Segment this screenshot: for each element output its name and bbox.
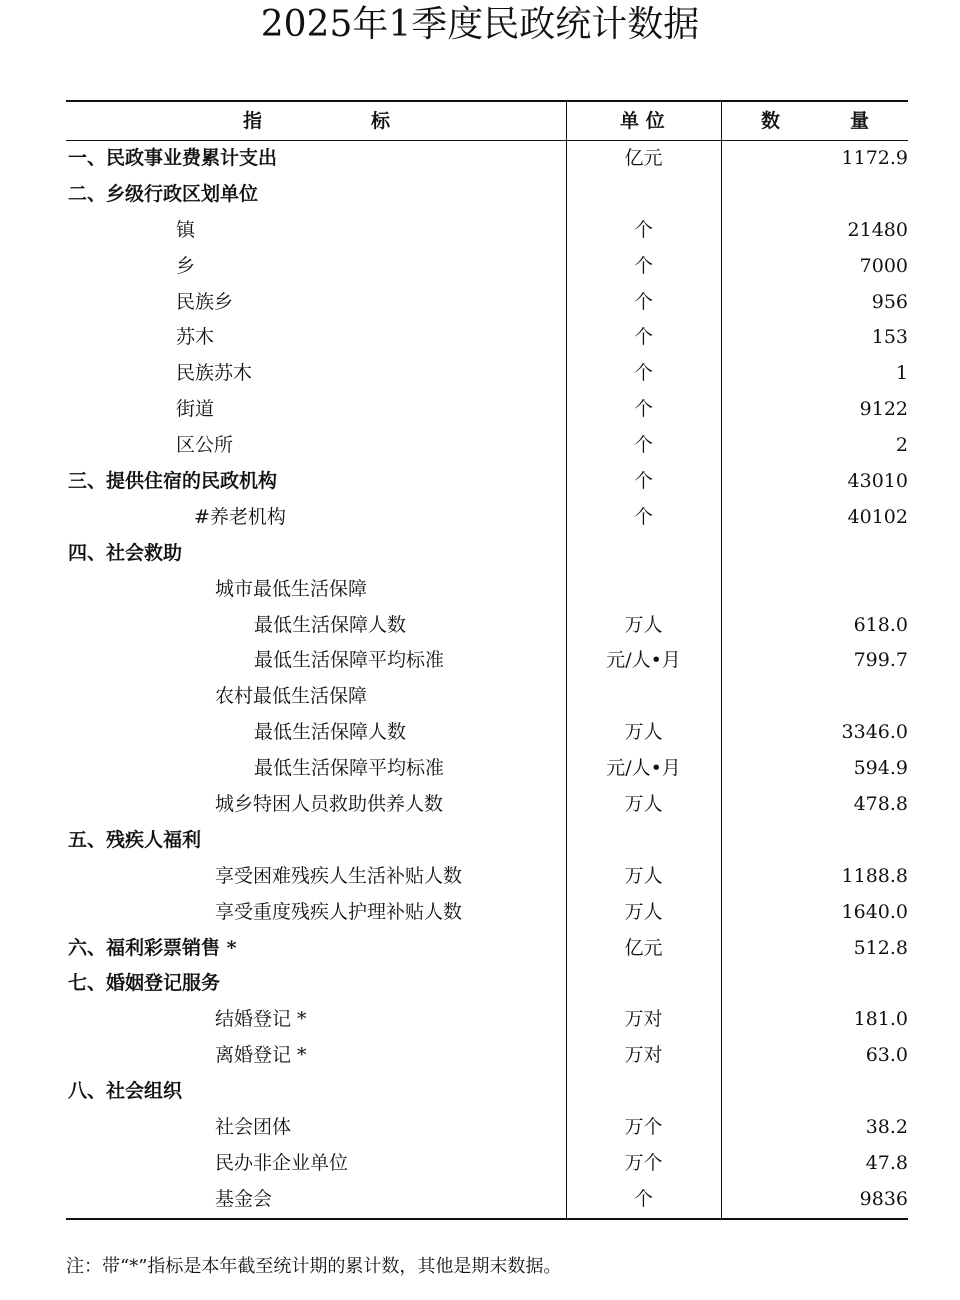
unit-cell: 个 (633, 505, 653, 528)
table-row (66, 966, 908, 1002)
header-unit: 单 位 (620, 110, 665, 132)
indicator-name: 三、提供住宿的民政机构 (68, 470, 278, 493)
header-indicator-char-2: 标 (371, 110, 391, 132)
table-row (66, 751, 908, 787)
indicator-name: 社会团体 (215, 1116, 292, 1139)
table-row (66, 1182, 908, 1218)
indicator-name: 结婚登记 * (215, 1008, 307, 1031)
indicator-name: 街道 (176, 398, 215, 421)
unit-cell: 个 (633, 434, 653, 457)
indicator-name: 二、乡级行政区划单位 (68, 182, 259, 205)
table-row (66, 859, 908, 895)
quantity-cell: 512.8 (853, 936, 908, 959)
quantity-cell: 478.8 (853, 793, 908, 816)
unit-cell: 个 (633, 362, 653, 385)
quantity-cell: 181.0 (853, 1008, 908, 1031)
unit-cell: 万人 (624, 613, 663, 636)
quantity-cell: 2 (895, 434, 908, 457)
unit-cell: 个 (633, 326, 653, 349)
table-row (66, 356, 908, 392)
unit-cell: 个 (633, 470, 653, 493)
quantity-cell: 153 (871, 326, 908, 349)
table-row (66, 177, 908, 213)
table-row (66, 895, 908, 931)
table-body (66, 141, 908, 1218)
header-indicator-char-1: 指 (243, 110, 263, 132)
indicator-name: 基金会 (215, 1187, 273, 1210)
indicator-name: #养老机构 (194, 505, 286, 528)
indicator-name: 镇 (176, 218, 196, 241)
table-row (66, 787, 908, 823)
indicator-name: 最低生活保障平均标准 (254, 649, 445, 672)
unit-cell: 个 (633, 398, 653, 421)
quantity-cell: 1172.9 (841, 147, 908, 169)
table-row (66, 320, 908, 356)
table-row (66, 823, 908, 859)
table-row (66, 249, 908, 285)
indicator-name: 民族乡 (176, 290, 234, 313)
footnote: 注：带“*”指标是本年截至统计期的累计数，其他是期末数据。 (66, 1256, 562, 1277)
indicator-name: 四、社会救助 (68, 541, 183, 564)
unit-cell: 亿元 (624, 147, 663, 169)
indicator-name: 最低生活保障人数 (254, 613, 407, 636)
quantity-cell: 799.7 (853, 649, 908, 672)
unit-cell: 万人 (624, 900, 663, 923)
indicator-name: 农村最低生活保障 (215, 685, 368, 708)
unit-cell: 万人 (624, 793, 663, 816)
indicator-name: 苏木 (176, 326, 215, 349)
indicator-name: 民办非企业单位 (215, 1151, 349, 1174)
indicator-name: 六、福利彩票销售 * (68, 936, 237, 959)
table-row (66, 285, 908, 321)
table-row (66, 536, 908, 572)
table-row (66, 428, 908, 464)
indicator-name: 乡 (176, 254, 196, 277)
table-row (66, 1074, 908, 1110)
table-row (66, 715, 908, 751)
unit-cell: 万对 (624, 1008, 663, 1031)
quantity-cell: 594.9 (853, 757, 908, 780)
table-row (66, 1002, 908, 1038)
unit-cell: 亿元 (624, 936, 663, 959)
indicator-name: 五、残疾人福利 (68, 828, 202, 851)
quantity-cell: 43010 (847, 470, 908, 493)
indicator-name: 最低生活保障平均标准 (254, 757, 445, 780)
table-row (66, 1146, 908, 1182)
table-row (66, 464, 908, 500)
table-row (66, 392, 908, 428)
indicator-name: 一、民政事业费累计支出 (68, 147, 278, 169)
table-row (66, 141, 908, 177)
quantity-cell: 1188.8 (841, 864, 908, 887)
table-row (66, 1038, 908, 1074)
table-row (66, 931, 908, 967)
page-title: 2025年1季度民政统计数据 (260, 4, 700, 45)
quantity-cell: 956 (871, 290, 908, 313)
table-row (66, 1110, 908, 1146)
indicator-name: 离婚登记 * (215, 1044, 307, 1067)
indicator-name: 八、社会组织 (68, 1080, 183, 1103)
quantity-cell: 7000 (859, 254, 908, 277)
unit-cell: 个 (633, 1187, 653, 1210)
header-quantity-char-1: 数 (761, 110, 781, 132)
indicator-name: 享受困难残疾人生活补贴人数 (215, 864, 463, 887)
unit-cell: 元/人•月 (606, 649, 681, 672)
table-header (66, 102, 908, 141)
indicator-name: 民族苏木 (176, 362, 253, 385)
quantity-cell: 3346.0 (841, 721, 908, 744)
table-row (66, 679, 908, 715)
table-row (66, 643, 908, 679)
table-row (66, 608, 908, 644)
quantity-cell: 9122 (859, 398, 908, 421)
unit-cell: 万人 (624, 721, 663, 744)
quantity-cell: 1 (895, 362, 908, 385)
unit-cell: 个 (633, 218, 653, 241)
indicator-name: 最低生活保障人数 (254, 721, 407, 744)
indicator-name: 区公所 (176, 434, 234, 457)
statistics-table (66, 100, 908, 1220)
quantity-cell: 21480 (847, 218, 908, 241)
header-quantity-char-2: 量 (850, 110, 870, 132)
indicator-name: 城乡特困人员救助供养人数 (215, 793, 444, 816)
quantity-cell: 1640.0 (841, 900, 908, 923)
indicator-name: 享受重度残疾人护理补贴人数 (215, 900, 463, 923)
unit-cell: 万个 (624, 1151, 663, 1174)
quantity-cell: 47.8 (865, 1151, 908, 1174)
table-row (66, 500, 908, 536)
quantity-cell: 40102 (847, 505, 908, 528)
unit-cell: 万人 (624, 864, 663, 887)
quantity-cell: 38.2 (865, 1116, 908, 1139)
table-row (66, 213, 908, 249)
unit-cell: 个 (633, 290, 653, 313)
indicator-name: 七、婚姻登记服务 (68, 972, 221, 995)
quantity-cell: 618.0 (853, 613, 908, 636)
unit-cell: 万对 (624, 1044, 663, 1067)
unit-cell: 个 (633, 254, 653, 277)
quantity-cell: 63.0 (865, 1044, 908, 1067)
unit-cell: 万个 (624, 1116, 663, 1139)
table-row (66, 572, 908, 608)
unit-cell: 元/人•月 (606, 757, 681, 780)
quantity-cell: 9836 (859, 1187, 908, 1210)
indicator-name: 城市最低生活保障 (215, 577, 368, 600)
